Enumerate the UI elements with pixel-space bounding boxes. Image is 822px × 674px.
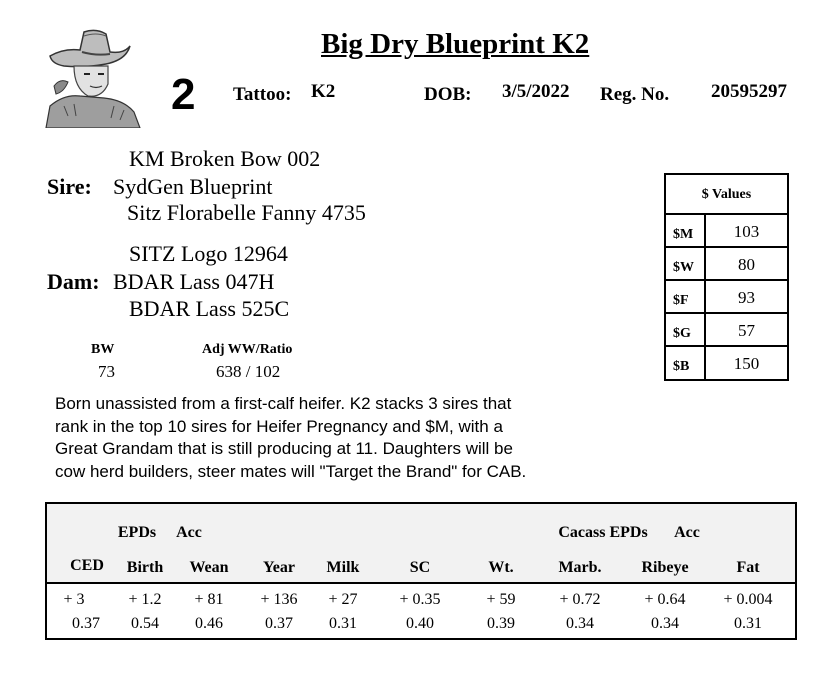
epd-col-sc: SC: [409, 559, 431, 576]
epd-value-fat: + 0.004: [723, 591, 773, 608]
dam-paternal-grandsire: SITZ Logo 12964: [129, 241, 288, 266]
bw-label: BW: [91, 342, 115, 357]
dollar-value: 93: [738, 288, 755, 307]
dollar-value: 103: [733, 222, 760, 241]
animal-title: Big Dry Blueprint K2: [321, 28, 590, 60]
epd-col-ribeye: Ribeye: [641, 559, 689, 576]
reg-value: 20595297: [711, 81, 787, 102]
dollar-value-row: [666, 314, 787, 347]
epd-value-marb: + 0.72: [559, 591, 601, 608]
tattoo-label: Tattoo:: [233, 84, 292, 105]
ww-value: 638 / 102: [216, 362, 281, 381]
epd-acc-ribeye: 0.34: [651, 615, 679, 632]
epd-acc-marb: 0.34: [566, 615, 594, 632]
epd-acc-fat: 0.31: [734, 615, 762, 632]
carcass-acc-label: Acc: [674, 524, 700, 541]
dollar-value-label: $W: [666, 248, 706, 279]
dob-label: DOB:: [424, 84, 472, 105]
epd-col-fat: Fat: [736, 559, 760, 576]
epd-acc-year: 0.37: [265, 615, 293, 632]
epd-value-birth: + 1.2: [128, 591, 162, 608]
tattoo-value: K2: [311, 81, 336, 102]
epd-value-year: + 136: [260, 591, 298, 608]
dollar-value-row: [666, 347, 787, 379]
dam-maternal-granddam: BDAR Lass 525C: [129, 296, 290, 321]
sire-paternal-grandsire: KM Broken Bow 002: [129, 146, 321, 171]
dollar-value: 80: [738, 255, 755, 274]
dollar-value-label: $B: [666, 347, 706, 379]
animal-description: Born unassisted from a first-calf heifer. K2 stacks 3 sires that rank in the top 10 sires for Heifer Pregnancy and $M, with a Great Grandam that is still producing at 11. Daughters will be cow herd builders, steer mates will "Target the Brand" for CAB.: [55, 394, 527, 481]
dollar-value-row: [666, 215, 787, 248]
epd-value-ribeye: + 0.64: [644, 591, 686, 608]
sire-maternal-granddam: Sitz Florabelle Fanny 4735: [127, 200, 366, 225]
epd-acc-sc: 0.40: [406, 615, 434, 632]
dollar-value-row: [666, 248, 787, 281]
dollar-value: 150: [733, 354, 760, 373]
epd-acc-wt: 0.39: [487, 615, 515, 632]
epd-col-birth: Birth: [126, 559, 164, 576]
dam-name: BDAR Lass 047H: [113, 269, 275, 294]
epd-acc-ced: 0.37: [72, 615, 100, 632]
epd-col-milk: Milk: [326, 559, 360, 576]
dollar-value: 57: [738, 321, 755, 340]
dollar-values-table: [664, 173, 789, 381]
dollar-value-label: $F: [666, 281, 706, 312]
epd-value-wean: + 81: [194, 591, 224, 608]
dollar-value-label: $M: [666, 215, 706, 246]
dollar-values-header: $ Values: [666, 175, 787, 215]
reg-label: Reg. No.: [600, 84, 670, 105]
dollar-value-row: [666, 281, 787, 314]
epd-col-year: Year: [263, 559, 295, 576]
epd-value-milk: + 27: [328, 591, 358, 608]
epd-value-ced: + 3: [63, 591, 85, 608]
sire-name: SydGen Blueprint: [113, 174, 273, 199]
cowboy-logo: [44, 26, 144, 128]
dob-value: 3/5/2022: [502, 81, 570, 102]
carcass-epd-group-label: Cacass EPDs: [558, 524, 648, 541]
epd-value-wt: + 59: [486, 591, 516, 608]
epd-group-label: EPDs: [117, 524, 157, 541]
ww-label: Adj WW/Ratio: [202, 342, 293, 357]
epd-col-ced: CED: [70, 557, 104, 574]
epd-col-wean: Wean: [189, 559, 229, 576]
dam-label: Dam:: [47, 269, 100, 294]
epd-table: [45, 502, 797, 640]
lot-number: 2: [171, 70, 196, 119]
epd-acc-birth: 0.54: [131, 615, 159, 632]
epd-acc-milk: 0.31: [329, 615, 357, 632]
dollar-value-label: $G: [666, 314, 706, 345]
bw-value: 73: [98, 362, 115, 381]
epd-value-sc: + 0.35: [399, 591, 441, 608]
epd-col-marb: Marb.: [558, 559, 602, 576]
sire-label: Sire:: [47, 174, 92, 199]
epd-table-header: [47, 504, 795, 584]
epd-acc-wean: 0.46: [195, 615, 223, 632]
epd-col-wt: Wt.: [488, 559, 514, 576]
epd-acc-label: Acc: [176, 524, 202, 541]
